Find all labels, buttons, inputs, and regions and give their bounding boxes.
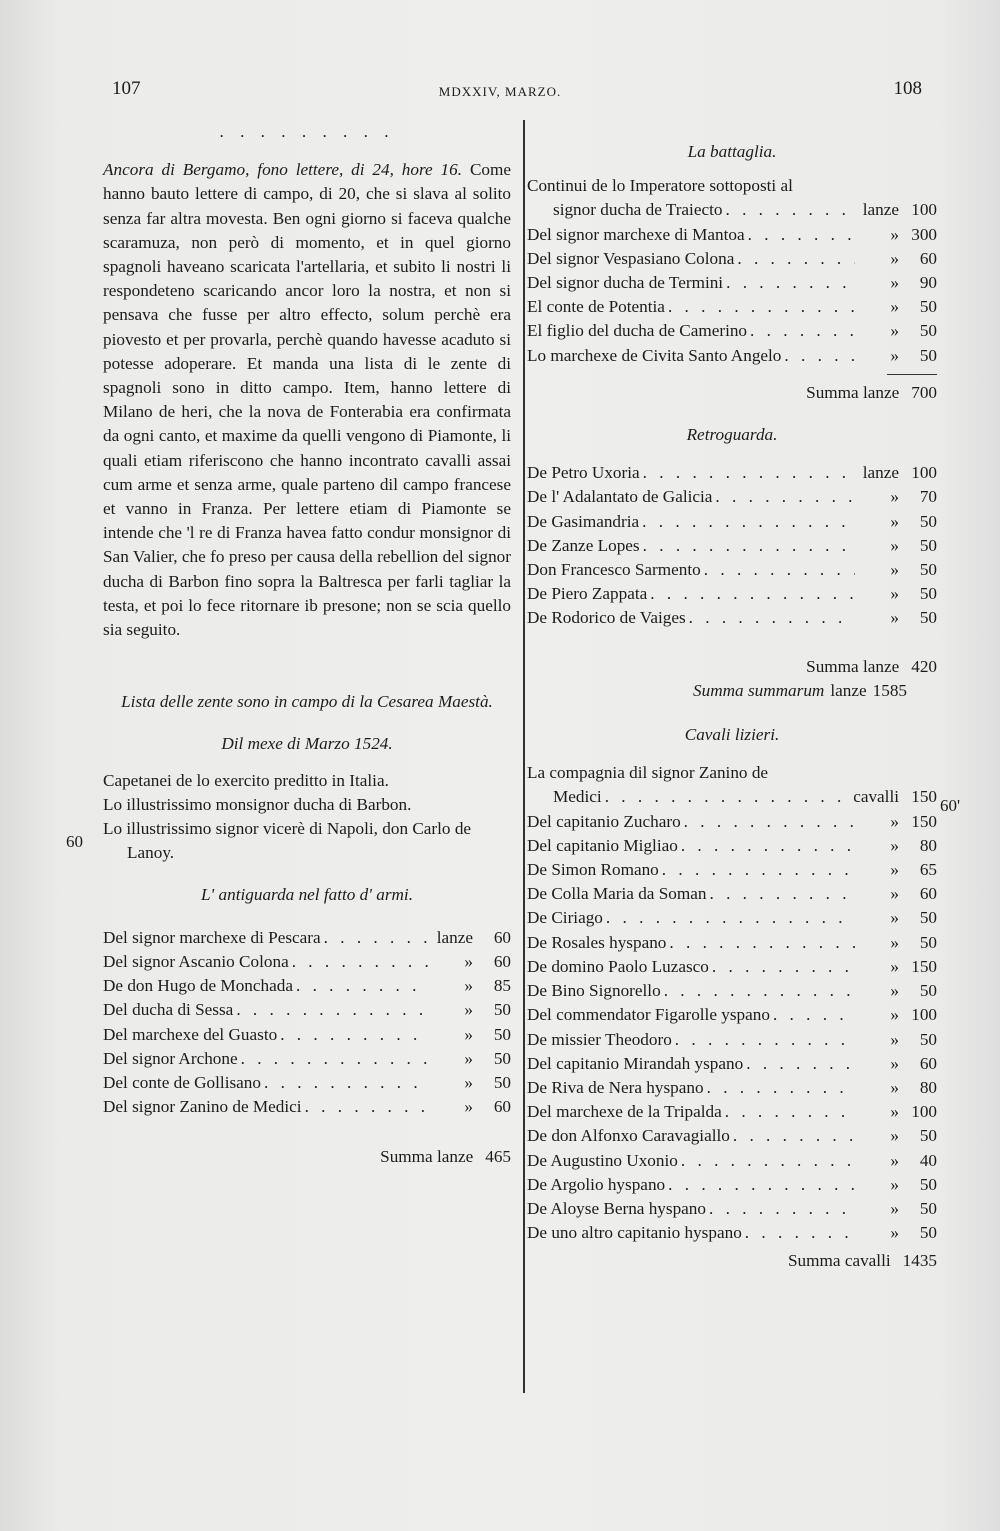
table-row (527, 1100, 937, 1124)
leader-dots (639, 510, 855, 534)
ellipsis-line: . . . . . . . . . (219, 122, 395, 141)
summarum-unit: lanze (830, 680, 867, 700)
row-unit: » (890, 860, 899, 880)
row-name: De uno altro capitanio hyspano (527, 1223, 742, 1243)
row-name: De l' Adalantato de Galicia (527, 487, 713, 507)
margin-number-right: 60' (940, 796, 961, 815)
table-row (527, 558, 937, 582)
row-value: 85 (493, 976, 511, 996)
table-row (527, 461, 937, 485)
row-unit: » (890, 908, 899, 928)
table-row (527, 534, 937, 558)
sum-label: Summa lanze (380, 1147, 474, 1167)
row-value: 50 (919, 511, 937, 531)
row-unit: » (890, 1150, 899, 1170)
leader-dots (289, 950, 429, 974)
leader-dots (672, 1028, 855, 1052)
paragraph-lead: Ancora di Bergamo, fono lettere, di 24, hore 16. (103, 160, 463, 180)
leader-dots (747, 319, 855, 343)
leader-dots (704, 1076, 855, 1100)
row-value: 50 (919, 345, 937, 365)
row-unit: » (890, 811, 899, 831)
leader-dots (723, 271, 855, 295)
leader-dots (743, 1052, 855, 1076)
table-row (527, 606, 937, 630)
row-value: 150 (911, 787, 937, 807)
leader-dots (709, 955, 855, 979)
row-unit: » (890, 1223, 899, 1243)
row-value: 50 (919, 1198, 937, 1218)
leader-dots (742, 1221, 855, 1245)
table-row (103, 1047, 511, 1071)
leader-dots (701, 558, 855, 582)
running-header: MDXXIV, MARZO. (438, 84, 562, 99)
row-name: De Riva de Nera hyspano (527, 1077, 704, 1097)
row-value: 100 (911, 463, 937, 483)
row-name: De Colla Maria da Soman (527, 884, 707, 904)
row-unit: » (890, 560, 899, 580)
row-value: 50 (919, 560, 937, 580)
row-name: Del conte de Gollisano (103, 1072, 261, 1092)
row-unit: » (890, 487, 899, 507)
left-column (103, 116, 511, 1170)
capetanei-line: Lo illustrissimo monsignor ducha di Barbon. (103, 794, 412, 814)
row-value: 50 (919, 981, 937, 1001)
leader-dots (665, 1173, 855, 1197)
cavali-table (527, 785, 937, 1245)
table-row (527, 295, 937, 319)
row-value: 60 (919, 248, 937, 268)
table-row (527, 223, 937, 247)
row-unit: » (890, 1029, 899, 1049)
leader-dots (734, 247, 855, 271)
sum-value: 1435 (902, 1251, 937, 1271)
capetanei-line: Capetanei de lo exercito preditto in Italia. (103, 770, 389, 790)
leader-dots (277, 1023, 429, 1047)
row-unit: » (890, 1005, 899, 1025)
sum-value: 465 (485, 1147, 511, 1167)
row-unit: » (890, 297, 899, 317)
row-value: 50 (919, 608, 937, 628)
row-name: De Bino Signorello (527, 981, 661, 1001)
row-value: 50 (919, 584, 937, 604)
row-unit: » (890, 1077, 899, 1097)
row-name: Del signor marchexe di Mantoa (527, 224, 745, 244)
row-name: De Petro Uxoria (527, 463, 640, 483)
table-row (527, 882, 937, 906)
row-value: 90 (919, 273, 937, 293)
row-value: 50 (919, 1174, 937, 1194)
leader-dots (706, 882, 855, 906)
row-unit: » (890, 981, 899, 1001)
row-value: 50 (919, 932, 937, 952)
table-row (103, 1071, 511, 1095)
row-unit: » (890, 535, 899, 555)
table-row (103, 1023, 511, 1047)
row-value: 50 (919, 908, 937, 928)
row-name: El figlio del ducha de Camerino (527, 321, 748, 341)
row-name: Del marchexe de la Tripalda (527, 1102, 722, 1122)
leader-dots (659, 858, 855, 882)
row-name: De Argolio hyspano (527, 1174, 666, 1194)
left-page-number: 107 (112, 78, 141, 99)
row-value: 50 (919, 1029, 937, 1049)
table-row (527, 955, 937, 979)
table-row (527, 198, 937, 222)
row-unit: » (890, 1198, 899, 1218)
table-row (527, 1173, 937, 1197)
row-name: Del capitanio Migliao (527, 835, 678, 855)
row-unit: » (890, 884, 899, 904)
row-name: De Augustino Uxonio (527, 1150, 678, 1170)
row-unit: » (890, 956, 899, 976)
row-value: 60 (919, 884, 937, 904)
row-unit: » (890, 1053, 899, 1073)
row-name: Del signor Zanino de Medici (103, 1097, 302, 1117)
row-value: 300 (911, 224, 937, 244)
table-row (103, 1095, 511, 1119)
leader-dots (238, 1047, 429, 1071)
row-unit: lanze (436, 927, 473, 947)
row-value: 80 (919, 835, 937, 855)
table-row (527, 510, 937, 534)
right-column (527, 140, 937, 1274)
leader-dots (302, 1095, 429, 1119)
row-value: 50 (493, 1000, 511, 1020)
row-unit: » (464, 1000, 473, 1020)
row-value: 100 (911, 200, 937, 220)
leader-dots (647, 582, 855, 606)
table-row (527, 1003, 937, 1027)
table-row (527, 485, 937, 509)
battaglia-table (527, 198, 937, 367)
leader-dots (681, 810, 855, 834)
row-name: De Gasimandria (527, 511, 640, 531)
table-row (527, 906, 937, 930)
row-value: 50 (919, 321, 937, 341)
capetanei-list (103, 769, 511, 866)
leader-dots (770, 1003, 855, 1027)
sum-label: Summa cavalli (788, 1251, 891, 1271)
table-row (527, 810, 937, 834)
list-title: Lista delle zente sono in campo di la Cesarea Maestà. (121, 692, 493, 712)
row-value: 100 (911, 1102, 937, 1122)
leader-dots (640, 534, 855, 558)
row-name: El conte de Potentia (527, 297, 665, 317)
row-name: De Rodorico de Vaiges (527, 608, 686, 628)
row-unit: » (890, 584, 899, 604)
row-name: Del signor Vespasiano Colona (527, 248, 735, 268)
antiguarda-sum (103, 1145, 511, 1169)
row-name: Del capitanio Zucharo (527, 811, 681, 831)
row-unit: » (464, 1024, 473, 1044)
leader-dots (293, 974, 429, 998)
row-name: Del marchexe del Guasto (103, 1024, 278, 1044)
date-line: Dil mexe di Marzo 1524. (221, 734, 393, 754)
row-name: De Piero Zappata (527, 584, 648, 604)
section-title-battaglia: La battaglia. (687, 142, 777, 161)
row-value: 150 (911, 811, 937, 831)
leader-dots (678, 834, 855, 858)
row-value: 60 (919, 1053, 937, 1073)
summarum-label: Summa summarum (693, 680, 825, 700)
row-value: 50 (493, 1072, 511, 1092)
row-name: Del signor Ascanio Colona (103, 951, 289, 971)
leader-dots (233, 998, 429, 1022)
row-value: 60 (493, 927, 511, 947)
leader-dots (781, 344, 855, 368)
sum-rule (887, 374, 937, 375)
row-unit: » (890, 321, 899, 341)
table-row (103, 950, 511, 974)
leader-dots (603, 906, 855, 930)
paragraph-body: Come hanno bauto lettere di campo, di 20, che si slava al solito senza far altra movesta. Ben ogni giorno si faceva qualche scaramuza, non però di momento, et in quel giorno spagnoli haveano scaricata l'artellaria, et subito li nostri li respondeteno scaricando ancor loro la nostra, et non si pensava che fusse per altro effecto, solum perchè era piovesto et per provarla, perchè quando havesse acaduto si potesse adoperare. Et manda una lista di le zente di spagnoli sono in ditto campo. Item, hanno lettere di Milano de heri, che la nova de Fonterabia era confirmata da ogni canto, et maxime da quelli vengono di Piamonte, li quali etiam riferiscono che hanno incontrato cavalli assai cum arme et senza arme, quale parteno dil campo francese et vanno in Franza. Per lettere etiam di Piamonte se intende che 'l re di Franza havea fatto condur monsignor di San Valier, che fo preso per causa della rebellion del signor ducha di Barbon fino sopra la Baltresca per farli tagliar la testa, et poi lo fece ritornare ib presone; non se scia quello sia seguito. (103, 160, 511, 640)
row-name: De missier Theodoro (527, 1029, 672, 1049)
table-row (527, 1124, 937, 1148)
row-unit: » (464, 1097, 473, 1117)
row-value: 50 (493, 1048, 511, 1068)
row-unit: » (890, 1174, 899, 1194)
row-value: 50 (493, 1024, 511, 1044)
row-unit: » (890, 1126, 899, 1146)
row-name: Del ducha di Sessa (103, 1000, 234, 1020)
row-value: 50 (919, 535, 937, 555)
section-title-antiguarda: L' antiguarda nel fatto d' armi. (200, 885, 414, 905)
capetanei-line: Lo illustrissimo signor vicerè di Napoli, don Carlo de Lanoy. (103, 819, 472, 863)
row-name: Lo marchexe de Civita Santo Angelo (527, 345, 782, 365)
row-name: Del signor marchexe di Pescara (103, 927, 321, 947)
table-row (527, 979, 937, 1003)
table-row (527, 1221, 937, 1245)
table-row (527, 1197, 937, 1221)
sum-value: 420 (911, 656, 937, 676)
row-unit: lanze (862, 463, 899, 483)
antiguarda-table (103, 926, 511, 1120)
row-unit: » (890, 248, 899, 268)
table-row (103, 998, 511, 1022)
table-row (527, 582, 937, 606)
row-unit: cavalli (853, 787, 899, 807)
leader-dots (686, 606, 855, 630)
section-title-retroguarda: Retroguarda. (686, 425, 778, 445)
cavali-sum (527, 1249, 937, 1273)
table-row (527, 834, 937, 858)
leader-dots (661, 979, 855, 1003)
row-name: De domino Paolo Luzasco (527, 956, 709, 976)
table-row (527, 344, 937, 368)
row-value: 80 (919, 1077, 937, 1097)
row-name: De don Hugo de Monchada (103, 976, 293, 996)
leader-dots (706, 1197, 855, 1221)
row-unit: lanze (862, 200, 899, 220)
summarum-value: 1585 (872, 680, 907, 700)
row-name: Del signor ducha de Termini (527, 273, 724, 293)
row-name: Medici (553, 787, 602, 807)
table-row (527, 1149, 937, 1173)
retroguarda-sum (527, 655, 937, 679)
leader-dots (722, 198, 855, 222)
leader-dots (712, 485, 855, 509)
leader-dots (602, 785, 854, 809)
table-row (527, 858, 937, 882)
row-value: 65 (919, 860, 937, 880)
row-unit: » (464, 951, 473, 971)
table-row (527, 1028, 937, 1052)
leader-dots (722, 1100, 855, 1124)
row-unit: » (890, 345, 899, 365)
row-value: 40 (919, 1150, 937, 1170)
leader-dots (678, 1149, 855, 1173)
row-value: 100 (911, 1005, 937, 1025)
row-name: Del signor Archone (103, 1048, 238, 1068)
row-value: 50 (919, 1126, 937, 1146)
row-value: 60 (493, 951, 511, 971)
row-unit: » (464, 1072, 473, 1092)
row-name: Del capitanio Mirandah yspano (527, 1053, 744, 1073)
battaglia-sum (527, 381, 937, 405)
paragraph-bergamo (103, 158, 511, 642)
sum-label: Summa lanze (806, 382, 900, 402)
battaglia-intro: Continui de lo Imperatore sottoposti al (527, 176, 793, 196)
leader-dots (745, 223, 855, 247)
sum-label: Summa lanze (806, 656, 900, 676)
row-name: De Rosales hyspano (527, 932, 667, 952)
leader-dots (666, 931, 855, 955)
row-unit: » (464, 1048, 473, 1068)
row-unit: » (890, 932, 899, 952)
row-name: Del commendator Figarolle yspano (527, 1005, 770, 1025)
table-row (527, 271, 937, 295)
row-unit: » (890, 1102, 899, 1122)
leader-dots (665, 295, 855, 319)
row-unit: » (890, 835, 899, 855)
section-title-cavali: Cavali lizieri. (684, 725, 780, 745)
retroguarda-table (527, 461, 937, 630)
margin-number-left: 60 (66, 832, 83, 851)
table-row (527, 1076, 937, 1100)
row-unit: » (890, 224, 899, 244)
row-unit: » (890, 273, 899, 293)
row-value: 50 (919, 297, 937, 317)
row-name: Don Francesco Sarmento (527, 560, 701, 580)
row-value: 60 (493, 1097, 511, 1117)
row-value: 150 (911, 956, 937, 976)
table-row (527, 785, 937, 809)
cavali-intro: La compagnia dil signor Zanino de (527, 763, 769, 783)
row-name: De Simon Romano (527, 860, 659, 880)
right-page-number: 108 (893, 78, 922, 99)
row-unit: » (890, 608, 899, 628)
leader-dots (730, 1124, 855, 1148)
row-name: De Ciriago (527, 908, 603, 928)
row-unit: » (890, 511, 899, 531)
column-divider (523, 120, 525, 1393)
row-unit: » (464, 976, 473, 996)
table-row (527, 247, 937, 271)
leader-dots (321, 926, 429, 950)
leader-dots (261, 1071, 429, 1095)
table-row (103, 926, 511, 950)
table-row (527, 931, 937, 955)
leader-dots (640, 461, 855, 485)
row-value: 70 (919, 487, 937, 507)
table-row (527, 319, 937, 343)
table-row (527, 1052, 937, 1076)
row-value: 50 (919, 1223, 937, 1243)
row-name: De Zanze Lopes (527, 535, 640, 555)
summa-summarum (527, 679, 937, 703)
row-name: De Aloyse Berna hyspano (527, 1198, 706, 1218)
table-row (103, 974, 511, 998)
row-name: signor ducha de Traiecto (553, 200, 723, 220)
row-name: De don Alfonxo Caravagiallo (527, 1126, 730, 1146)
sum-value: 700 (911, 382, 937, 402)
